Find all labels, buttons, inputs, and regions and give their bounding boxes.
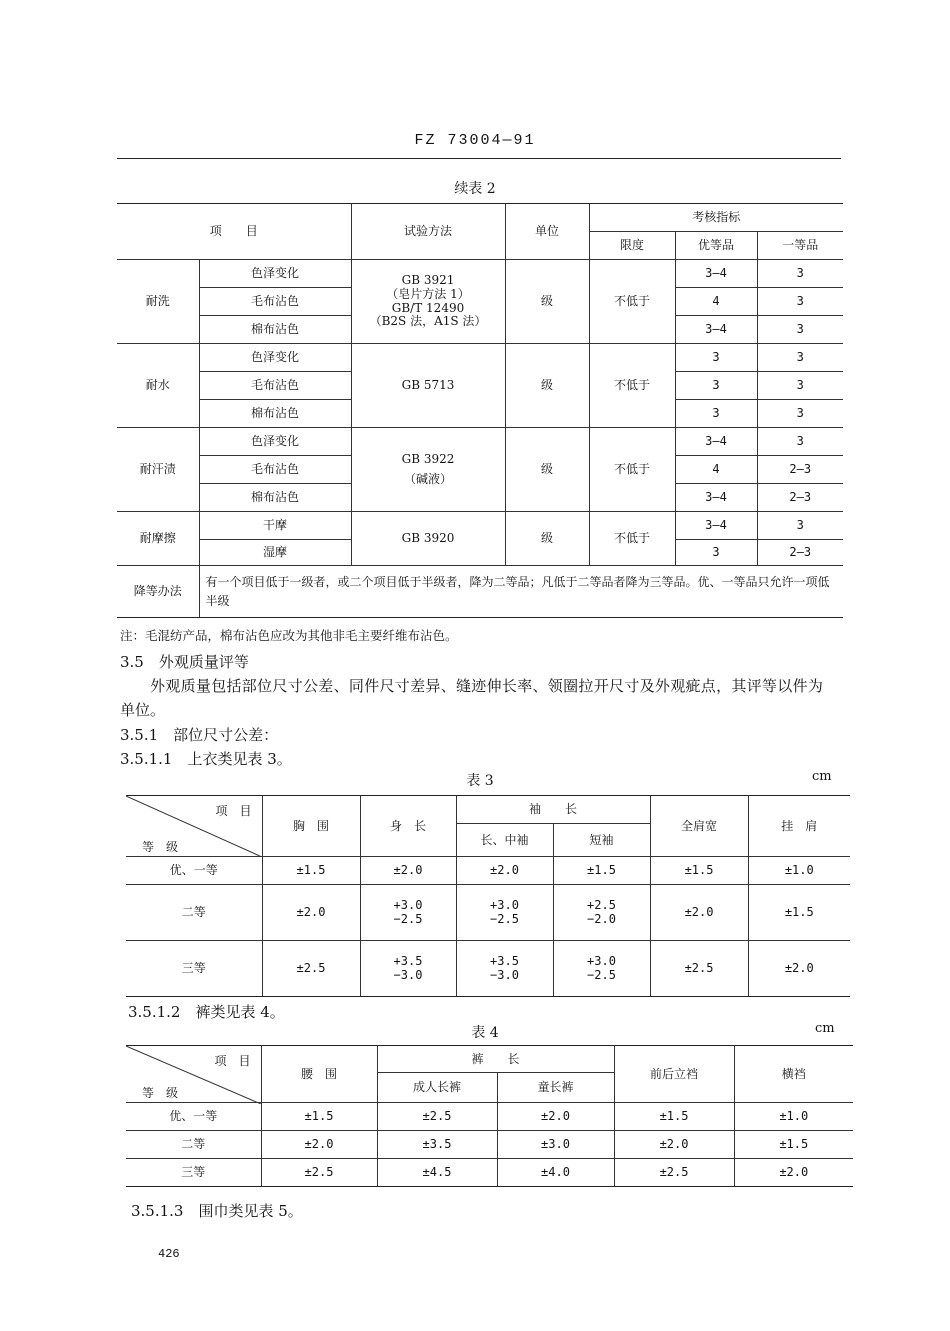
t3-cell-sleeve-short: ±1.5 [553,857,650,885]
t4-cell-adult: ±4.5 [377,1159,497,1187]
t2-limit: 不低于 [589,512,675,566]
t2-premium: 3—4 [675,512,757,540]
t2-header-limit: 限度 [589,232,675,260]
t2-first: 2—3 [757,484,843,512]
t2-first: 3 [757,316,843,344]
t4-row-grade: 二等 [126,1131,261,1159]
t4-col-child: 童长裤 [497,1073,614,1103]
t3-cell-sleeve-short: +2.5 −2.0 [553,885,650,941]
t2-unit: 级 [505,428,589,512]
t2-premium: 3 [675,400,757,428]
t2-limit: 不低于 [589,260,675,344]
t4-cell-waist: ±2.5 [261,1159,377,1187]
table2-note: 注：毛混纺产品，棉布沾色应改为其他非毛主要纤维布沾色。 [120,628,458,643]
t4-cell-rise: ±2.5 [614,1159,734,1187]
section-3-5-title: 3.5 外观质量评等 [120,653,249,671]
t2-method: GB 3921 （皂片方法 1） GB/T 12490 （B2S 法，A1S 法） [351,260,505,344]
t4-cell-adult: ±3.5 [377,1131,497,1159]
t4-corner-grade: 等 级 [142,1085,179,1100]
t4-cell-crotch: ±2.0 [734,1159,853,1187]
t2-downgrade-label: 降等办法 [117,566,199,618]
t4-cell-rise: ±1.5 [614,1103,734,1131]
t2-method: GB 5713 [351,344,505,428]
t3-cell-chest: ±2.0 [262,885,360,941]
t2-sub-item: 棉布沾色 [199,316,351,344]
t3-col-chest: 胸 围 [262,796,360,857]
t3-row-grade: 优、一等 [126,857,262,885]
t4-col-waist: 腰 围 [261,1046,377,1103]
t2-first: 2—3 [757,456,843,484]
t2-header-unit: 单位 [505,204,589,260]
t2-sub-item: 色泽变化 [199,344,351,372]
t2-first: 3 [757,344,843,372]
t4-col-crotch: 横裆 [734,1046,853,1103]
t4-col-rise: 前后立裆 [614,1046,734,1103]
t4-corner [126,1046,261,1103]
header-rule [117,158,841,159]
t2-unit: 级 [505,344,589,428]
table2-caption: 续表 2 [454,181,496,197]
t4-cell-waist: ±1.5 [261,1103,377,1131]
t2-premium: 3 [675,344,757,372]
t3-cell-body: +3.0 −2.5 [360,885,456,941]
table3-caption: 表 3 [466,773,494,789]
t2-method: GB 3922 （碱液） [351,428,505,512]
t2-header-first: 一等品 [757,232,843,260]
section-3-5-1-2-title: 3.5.1.2 裤类见表 4。 [128,1003,285,1021]
t2-sub-item: 棉布沾色 [199,400,351,428]
t3-cell-sleeve-short: +3.0 −2.5 [553,941,650,997]
t3-cell-hang: ±1.5 [748,885,850,941]
t4-row-grade: 优、一等 [126,1103,261,1131]
t2-premium: 3—4 [675,316,757,344]
t2-sub-item: 色泽变化 [199,428,351,456]
section-3-5-body-line1: 外观质量包括部位尺寸公差、同件尺寸差异、缝迹伸长率、领圈拉开尺寸及外观疵点，其评等以件为 [150,677,824,695]
page-number: 426 [158,1247,180,1261]
t2-sub-item: 毛布沾色 [199,456,351,484]
t2-sub-item: 棉布沾色 [199,484,351,512]
t2-premium: 3—4 [675,484,757,512]
t3-col-shoulder: 全肩宽 [650,796,748,857]
t2-sub-item: 色泽变化 [199,260,351,288]
t4-cell-crotch: ±1.0 [734,1103,853,1131]
t3-corner-item: 项 目 [215,804,252,818]
t3-cell-body: +3.5 −3.0 [360,941,456,997]
t2-downgrade-text: 有一个项目低于一级者，或二个项目低于半级者，降为二等品；凡低于二等品者降为三等品。优、一等品只允许一项低半级 [199,566,843,618]
t2-group-name: 耐汗渍 [117,428,199,512]
t3-row-grade: 三等 [126,941,262,997]
t3-corner-grade: 等 级 [142,839,179,854]
t2-premium: 3—4 [675,260,757,288]
t4-cell-child: ±3.0 [497,1131,614,1159]
t3-cell-sleeve-long: +3.0 −2.5 [456,885,553,941]
t2-first: 3 [757,512,843,540]
t2-premium: 3 [675,372,757,400]
table4-caption: 表 4 [471,1025,499,1041]
t2-method: GB 3920 [351,512,505,566]
t2-header-item: 项 目 [117,204,351,260]
t2-premium: 3—4 [675,428,757,456]
t3-col-sleeve-short: 短袖 [553,824,650,857]
t3-cell-chest: ±2.5 [262,941,360,997]
t4-cell-rise: ±2.0 [614,1131,734,1159]
t3-cell-sleeve-long: +3.5 −3.0 [456,941,553,997]
t3-col-sleeve: 袖 长 [456,796,650,824]
t2-first: 3 [757,288,843,316]
t2-premium: 4 [675,456,757,484]
t2-first: 3 [757,372,843,400]
t2-group-name: 耐水 [117,344,199,428]
table4 [126,1045,853,1187]
t2-limit: 不低于 [589,344,675,428]
t4-cell-child: ±2.0 [497,1103,614,1131]
t3-cell-hang: ±1.0 [748,857,850,885]
table3 [126,795,850,997]
section-3-5-1-1-title: 3.5.1.1 上衣类见表 3。 [120,750,292,768]
section-3-5-body-line2: 单位。 [120,701,166,719]
t2-first: 3 [757,260,843,288]
t2-premium: 3 [675,540,757,566]
t2-sub-item: 湿摩 [199,540,351,566]
t3-cell-sleeve-long: ±2.0 [456,857,553,885]
t2-first: 2—3 [757,540,843,566]
t4-corner-item: 项 目 [214,1054,251,1068]
t2-unit: 级 [505,260,589,344]
t2-sub-item: 干摩 [199,512,351,540]
t3-col-hang: 挂 肩 [748,796,850,857]
t2-header-assess: 考核指标 [589,204,843,232]
t3-corner [126,796,262,857]
t3-cell-hang: ±2.0 [748,941,850,997]
t3-row-grade: 二等 [126,885,262,941]
t2-sub-item: 毛布沾色 [199,288,351,316]
t2-first: 3 [757,428,843,456]
table2 [117,203,843,618]
t3-cell-body: ±2.0 [360,857,456,885]
document-code: FZ 73004—91 [414,132,536,149]
table4-unit: cm [815,1021,835,1036]
t4-cell-adult: ±2.5 [377,1103,497,1131]
section-3-5-1-3-title: 3.5.1.3 围巾类见表 5。 [131,1202,303,1220]
t2-first: 3 [757,400,843,428]
t4-cell-child: ±4.0 [497,1159,614,1187]
t2-unit: 级 [505,512,589,566]
t2-premium: 4 [675,288,757,316]
t3-cell-shoulder: ±2.5 [650,941,748,997]
t4-row-grade: 三等 [126,1159,261,1187]
t4-col-adult: 成人长裤 [377,1073,497,1103]
t4-col-length: 裤 长 [377,1046,614,1073]
t3-cell-shoulder: ±1.5 [650,857,748,885]
t3-cell-chest: ±1.5 [262,857,360,885]
t3-col-body: 身 长 [360,796,456,857]
t2-group-name: 耐洗 [117,260,199,344]
t2-sub-item: 毛布沾色 [199,372,351,400]
t2-limit: 不低于 [589,428,675,512]
t4-cell-waist: ±2.0 [261,1131,377,1159]
t2-header-method: 试验方法 [351,204,505,260]
t4-cell-crotch: ±1.5 [734,1131,853,1159]
t2-group-name: 耐摩擦 [117,512,199,566]
t3-cell-shoulder: ±2.0 [650,885,748,941]
t3-col-sleeve-long: 长、中袖 [456,824,553,857]
table3-unit: cm [812,769,832,784]
t2-header-premium: 优等品 [675,232,757,260]
section-3-5-1-title: 3.5.1 部位尺寸公差： [120,726,279,744]
